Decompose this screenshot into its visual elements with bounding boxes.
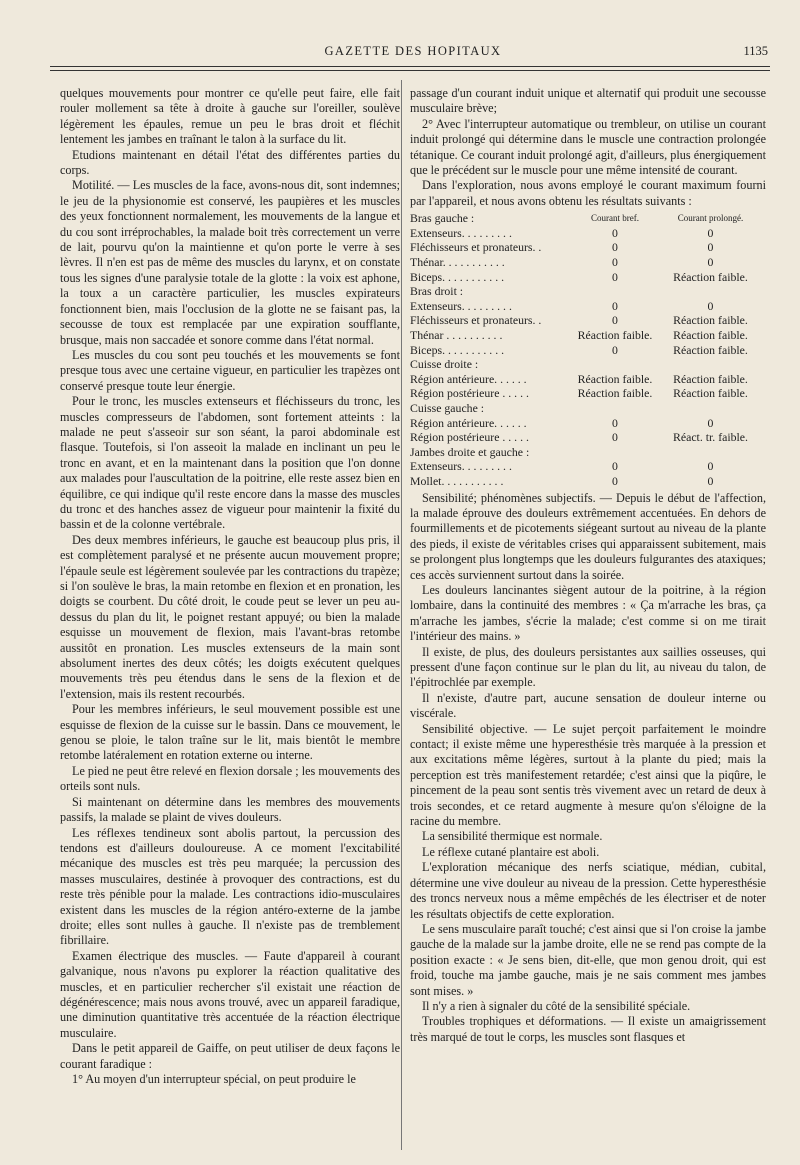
table-group-title [410, 211, 766, 226]
column-header: Courant bref. [591, 213, 639, 224]
short-current-cell: 0 [612, 298, 618, 313]
paragraph: Dans l'exploration, nous avons employé le courant maximum fourni par l'appareil, et nous avons obtenu les résultats suivants : [410, 178, 766, 208]
paragraph: La sensibilité thermique est normale. [422, 829, 603, 844]
left-column [60, 86, 400, 1087]
paragraph: Il existe, de plus, des douleurs persistantes aux saillies osseuses, qui pressent d'une façon continue sur le plan du lit, au niveau du talon, de l'épitrochlée par exemple. [410, 644, 766, 690]
column-header: Courant prolongé. [677, 213, 744, 224]
header-rule-double [50, 70, 770, 71]
table-row [410, 372, 766, 387]
muscle-label: Région postérieure . . . . . [410, 430, 529, 445]
muscle-label: Thénar. . . . . . . . . . . [410, 255, 505, 270]
right-column-continuation [410, 491, 766, 1046]
paragraph: Il n'y a rien à signaler du côté de la sensibilité spéciale. [422, 998, 691, 1013]
prolonged-current-cell: 0 [707, 298, 714, 313]
paragraph: Si maintenant on détermine dans les membres des mouvements passifs, la malade se plaint de vives douleurs. [60, 794, 400, 825]
prolonged-current-cell: 0 [707, 225, 714, 240]
short-current-cell: 0 [612, 430, 618, 445]
paragraph: Sensibilité objective. — Le sujet perçoit parfaitement le moindre contact; il existe même une hyperesthésie très marquée à la pression et aux excitations même légères, surtout à la plante du pied; mais la perception est très manifestement retardée; c'est ainsi que la piqûre, le pincement de la peau sont sentis très vivement avec un retard de deux à trois secondes, et ce retard augmente à mesure qu'on s'éloigne de la racine du membre. [410, 721, 766, 829]
paragraph: Sensibilité; phénomènes subjectifs. — Depuis le début de l'affection, la malade éprouve des douleurs extrêmement accentuées. En dehors de fourmillements et de picotements siégeant surtout au niveau de la plante des pieds, il existe de véritables crises qui apparaissent subitement, mais se prolongent plus longtemps que les douleurs fulgurantes des ataxiques; ces accès surviennent surtout dans la soirée. [410, 490, 766, 582]
group-title: Bras droit : [410, 284, 464, 299]
electrical-results-table [410, 211, 766, 488]
short-current-cell: Réaction faible. [577, 371, 653, 386]
paragraph: Examen électrique des muscles. — Faute d'appareil à courant galvanique, nous n'avons pu explorer la réaction qualitative des muscles, et en particulier rechercher s'il existait une réaction de dégénérescence; mais nous avons trouvé, avec un appareil faradique, une diminution quantitative très accentuée de la réaction électrique musculaire. [60, 948, 400, 1040]
running-title: GAZETTE DES HOPITAUX [324, 44, 502, 58]
paragraph: Troubles trophiques et déformations. — Il existe un amaigrissement très marqué de tout le corps, les muscles sont flasques et [410, 1014, 766, 1044]
paragraph: Le pied ne peut être relevé en flexion dorsale ; les mouvements des orteils sont nuls. [60, 763, 400, 794]
page-header [58, 44, 768, 64]
table-row [410, 459, 766, 474]
paragraph: Pour le tronc, les muscles extenseurs et fléchisseurs du tronc, les muscles compresseurs de l'abdomen, sont fortement atteints : la malade ne peut s'asseoir sur son séant, la paroi abdominale est flasque. Toutefois, si l'on asseoit la malade en inclinant un peu le tronc en avant, et en la maintenant dans la position que l'on donne aux malades pour l'auscultation de la poitrine, elle reste assez bien en équilibre, ce qui indique qu'il reste encore dans la masse des muscles du tronc et des hanches assez de vigueur pour maintenir la fixité du bassin et de la colonne vertébrale. [60, 394, 400, 532]
paragraph: Les réflexes tendineux sont abolis partout, la percussion des tendons est d'ailleurs douloureuse. A ce moment l'excitabilité mécanique des muscles est très peu marquée; la percussion des masses musculaires, destinée à provoquer des contractions, est du reste très pénible pour la malade. Les contractions idio-musculaires existent dans les muscles de la région antéro-externe de la jambe droite; elles sont nulles à gauche. Il n'existe pas de tremblement fibrillaire. [60, 825, 400, 948]
prolonged-current-cell: 0 [707, 473, 714, 488]
short-current-cell: Réaction faible. [577, 328, 653, 342]
header-rule [50, 66, 770, 67]
group-title: Jambes droite et gauche : [410, 444, 530, 459]
paragraph: Pour les membres inférieurs, le seul mouvement possible est une esquisse de flexion de la cuisse sur le bassin. Dans ce mouvement, le genou se ploie, le talon traîne sur le lit, mais bientôt le membre retombe latéralement en rotation externe ou interne. [60, 702, 400, 763]
table-row [410, 386, 766, 401]
prolonged-current-cell: 0 [707, 255, 714, 270]
table-group-title [410, 284, 766, 299]
muscle-label: Thénar . . . . . . . . . . [410, 328, 503, 342]
paragraph: Il n'existe, d'autre part, aucune sensation de douleur interne ou viscérale. [410, 690, 766, 721]
table-row [410, 240, 766, 255]
short-current-cell: 0 [612, 269, 618, 284]
prolonged-current-cell: Réaction faible. [673, 386, 748, 401]
page-number: 1135 [743, 44, 768, 58]
short-current-cell: 0 [612, 473, 618, 488]
paragraph: Dans le petit appareil de Gaiffe, on peut utiliser de deux façons le courant faradique : [60, 1041, 400, 1071]
muscle-label: Biceps. . . . . . . . . . . [410, 342, 505, 357]
prolonged-current-cell: Réaction faible. [673, 269, 748, 284]
short-current-cell: 0 [612, 459, 618, 474]
muscle-label: Extenseurs. . . . . . . . . [410, 298, 512, 313]
column-divider [401, 80, 402, 1150]
short-current-cell: 0 [612, 225, 618, 240]
group-title: Cuisse droite : [410, 357, 479, 372]
short-current-cell: 0 [612, 240, 618, 255]
prolonged-current-cell: 0 [707, 240, 714, 255]
muscle-label: Région antérieure. . . . . . [410, 415, 527, 430]
muscle-label: Fléchisseurs et pronateurs. . [410, 240, 542, 255]
short-current-cell: 0 [612, 415, 618, 430]
short-current-cell: 0 [612, 313, 618, 328]
muscle-label: Fléchisseurs et pronateurs. . [410, 313, 542, 328]
short-current-cell: 0 [612, 255, 618, 270]
table-group-title [410, 357, 766, 372]
right-column [410, 86, 766, 1045]
short-current-cell: 0 [612, 342, 618, 357]
muscle-label: Région antérieure. . . . . . [410, 371, 527, 386]
prolonged-current-cell: Réaction faible. [673, 342, 748, 357]
short-current-cell: Réaction faible. [577, 386, 653, 401]
paragraph: passage d'un courant induit unique et alternatif qui produit une secousse musculaire brève; [410, 86, 766, 116]
paragraph: Des deux membres inférieurs, le gauche est beaucoup plus pris, il est complètement paralysé et ne présente aucun mouvement propre; l'épaule seule est légèrement soulevée par les contractions du trapèze; si l'on soulève le bras, la main retombe en flexion et en pronation, les doigts se courbent. Du côté droit, le coude peut se lever un peu au-dessus du plan du lit, le poignet restant appuyé; ou bien la malade esquisse un mouvement de flexion, mais l'avant-bras retombe aussitôt en pronation. Les muscles extenseurs de la main sont absolument inertes des deux côtés; les doigts exécutent quelques mouvements très peu étendus dans le sens de la flexion et de l'extension, mais ils restent recourbés. [60, 532, 400, 701]
muscle-label: Extenseurs. . . . . . . . . [410, 459, 512, 474]
group-title: Bras gauche : [410, 211, 475, 226]
paragraph: Les douleurs lancinantes siègent autour de la poitrine, à la région lombaire, dans la continuité des membres : « Ça m'arrache les bras, ça m'arrache les jambes, s'écrie la malade; c'est comme si on me tirait l'intérieur des mains. » [410, 582, 766, 644]
table-row [410, 343, 766, 358]
paragraph: Motilité. — Les muscles de la face, avons-nous dit, sont indemnes; le jeu de la physionomie est conservé, les paupières et les muscles des yeux fonctionnent normalement, les mouvements de la langue et du cou sont irréprochables, la malade boit très correctement un verre de lait, pourvu qu'on la maintienne et qu'on porte le verre à ses lèvres. Il n'en est pas de même des muscles du larynx, et on constate tous les signes d'une paralysie totale de la glotte : la voix est aphone, la toux a un caractère particulier, les muscles expirateurs fonctionnent bien, mais l'occlusion de la glotte ne se faisant pas, la secousse de toux est remplacée par une expiration soufflante, brusque, mais non saccadée et sonore comme dans l'état normal. [60, 178, 400, 347]
prolonged-current-cell: 0 [707, 459, 714, 474]
paragraph: L'exploration mécanique des nerfs sciatique, médian, cubital, détermine une vive douleur au niveau de la pression. Cette hyperesthésie des troncs nerveux nous a même empêchés de les électriser et de noter les résultats objectifs de cette exploration. [410, 860, 766, 921]
paragraph: Le réflexe cutané plantaire est aboli. [422, 844, 600, 859]
paragraph: 2° Avec l'interrupteur automatique ou trembleur, on utilise un courant induit prolongé qui détermine dans le muscle une contraction prolongée tétanique. Ce courant induit prolongé agit, d'ailleurs, plus énergiquement que le précédent sur le muscle pour une même intensité de courant. [410, 116, 766, 178]
muscle-label: Mollet. . . . . . . . . . . [410, 473, 504, 488]
muscle-label: Extenseurs. . . . . . . . . [410, 225, 512, 240]
table-row [410, 255, 766, 270]
table-group-title [410, 401, 766, 416]
table-row [410, 313, 766, 328]
prolonged-current-cell: Réaction faible. [673, 328, 748, 342]
table-row [410, 430, 766, 445]
table-row [410, 226, 766, 241]
prolonged-current-cell: Réaction faible. [673, 313, 748, 328]
table-row [410, 270, 766, 285]
group-title: Cuisse gauche : [410, 400, 485, 415]
table-row [410, 299, 766, 314]
prolonged-current-cell: Réact. tr. faible. [672, 430, 748, 445]
paragraph: quelques mouvements pour montrer ce qu'elle peut faire, elle fait rouler mollement sa tête à droite à gauche sur l'oreiller, soulève légèrement les épaules, remue un peu le bras droit et fléchit lentement les jambes en traînant le talon à la surface du lit. [60, 86, 400, 147]
paragraph: Le sens musculaire paraît touché; c'est ainsi que si l'on croise la jambe gauche de la malade sur la jambe droite, elle ne se rend pas compte de la position exacte : « Je sens bien, dit-elle, que mon genou droit, qui est froid, touche ma jambe gauche, mais je ne sais comment mes jambes sont mises. » [410, 921, 766, 998]
muscle-label: Biceps. . . . . . . . . . . [410, 269, 505, 284]
table-group-title [410, 445, 766, 460]
muscle-label: Région postérieure . . . . . [410, 386, 529, 401]
paragraph: Etudions maintenant en détail l'état des différentes parties du corps. [60, 147, 400, 178]
table-row [410, 328, 766, 343]
paragraph: 1° Au moyen d'un interrupteur spécial, on peut produire le [72, 1072, 356, 1086]
paragraph: Les muscles du cou sont peu touchés et les mouvements se font presque tous avec une certaine vigueur, en particulier les trapèzes ont conservé presque toute leur énergie. [60, 347, 400, 393]
table-row [410, 416, 766, 431]
prolonged-current-cell: Réaction faible. [673, 371, 748, 386]
prolonged-current-cell: 0 [707, 415, 714, 430]
table-row [410, 474, 766, 489]
